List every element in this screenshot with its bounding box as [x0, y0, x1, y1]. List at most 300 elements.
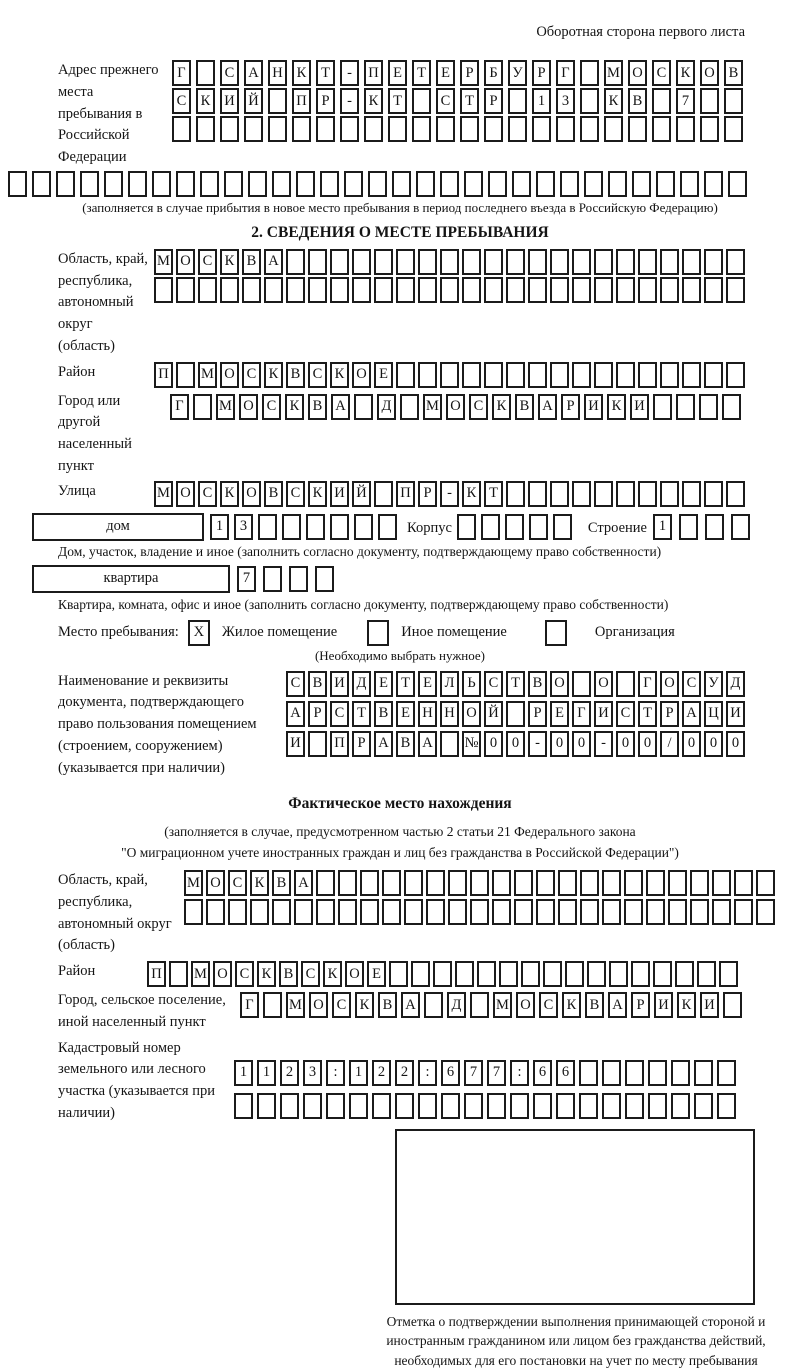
char-box [374, 277, 393, 303]
char-box: : [418, 1060, 437, 1086]
char-box: О [516, 992, 535, 1018]
char-box: Е [396, 701, 415, 727]
document-block [58, 671, 800, 780]
char-box: : [326, 1060, 345, 1086]
char-box [433, 961, 452, 987]
char-box: А [538, 394, 557, 420]
char-box [470, 992, 489, 1018]
char-box [354, 514, 373, 540]
char-box [154, 277, 173, 303]
char-box [340, 116, 359, 142]
char-box [646, 899, 665, 925]
char-box: К [264, 362, 283, 388]
char-box [572, 362, 591, 388]
char-box: 7 [676, 88, 695, 114]
char-box [411, 961, 430, 987]
char-box: С [286, 671, 305, 697]
char-box [272, 899, 291, 925]
fact-title: Фактическое место нахождения [288, 795, 512, 813]
raion-label: Район [58, 363, 96, 380]
char-box [560, 171, 579, 197]
char-box [488, 171, 507, 197]
char-box [315, 566, 334, 592]
char-box [602, 899, 621, 925]
char-box [648, 1093, 667, 1119]
fact-raion-label: Район [58, 963, 96, 980]
char-box: 0 [616, 731, 635, 757]
fact-gorod-row [240, 992, 742, 1018]
char-box: М [191, 961, 210, 987]
char-box: 1 [532, 88, 551, 114]
char-box: 2 [372, 1060, 391, 1086]
char-box [308, 731, 327, 757]
char-box [536, 870, 555, 896]
mesto-option-organizaciya-label: Организация [594, 624, 675, 640]
char-box [616, 362, 635, 388]
char-box [462, 249, 481, 275]
char-box: В [515, 394, 534, 420]
char-box: Ь [462, 671, 481, 697]
char-box: П [147, 961, 166, 987]
oblast-row-2 [154, 277, 745, 303]
char-box [700, 88, 719, 114]
char-box [625, 1093, 644, 1119]
char-box [330, 277, 349, 303]
char-box [349, 1093, 368, 1119]
char-box [648, 1060, 667, 1086]
char-box [668, 899, 687, 925]
char-box [528, 277, 547, 303]
char-box [699, 394, 718, 420]
char-box [616, 249, 635, 275]
char-box: Р [528, 701, 547, 727]
char-box: А [264, 249, 283, 275]
char-box: Р [352, 731, 371, 757]
char-box [286, 277, 305, 303]
char-box [756, 899, 775, 925]
char-box: К [355, 992, 374, 1018]
stroenie-label: Строение [587, 519, 647, 536]
char-box: С [469, 394, 488, 420]
char-box [521, 961, 540, 987]
char-box: М [493, 992, 512, 1018]
char-box: И [700, 992, 719, 1018]
korpus-label: Корпус [407, 519, 452, 536]
char-box [572, 481, 591, 507]
char-box [220, 277, 239, 303]
document-row-1 [286, 671, 745, 697]
char-box: А [244, 60, 263, 86]
char-box [653, 394, 672, 420]
char-box [484, 362, 503, 388]
char-box: О [206, 870, 225, 896]
char-box: Р [418, 481, 437, 507]
kadastr-label: Кадастровый номер земельного или лесного участка (указывается при наличии) [58, 1039, 215, 1121]
korpus-cells [457, 514, 572, 540]
char-box: Н [418, 701, 437, 727]
char-box: И [726, 701, 745, 727]
char-box [602, 870, 621, 896]
char-box [587, 961, 606, 987]
char-box: Е [388, 60, 407, 86]
char-box [404, 899, 423, 925]
char-box [506, 481, 525, 507]
char-box: В [374, 701, 393, 727]
char-box [282, 514, 301, 540]
char-box: С [652, 60, 671, 86]
char-box [426, 899, 445, 925]
char-box [724, 88, 743, 114]
char-box: 0 [572, 731, 591, 757]
char-box [632, 171, 651, 197]
char-box [506, 701, 525, 727]
char-box: У [508, 60, 527, 86]
char-box: В [308, 394, 327, 420]
char-box: С [198, 249, 217, 275]
char-box: - [340, 60, 359, 86]
char-box [609, 961, 628, 987]
char-box [579, 1093, 598, 1119]
char-box: У [704, 671, 723, 697]
char-box [395, 1093, 414, 1119]
char-box [462, 362, 481, 388]
char-box [418, 362, 437, 388]
char-box: В [378, 992, 397, 1018]
char-box: С [308, 362, 327, 388]
char-box: С [172, 88, 191, 114]
char-box [514, 870, 533, 896]
char-box: 6 [533, 1060, 552, 1086]
char-box [594, 481, 613, 507]
char-box: К [364, 88, 383, 114]
char-box [543, 961, 562, 987]
char-box: Г [170, 394, 189, 420]
char-box [330, 249, 349, 275]
char-box [726, 362, 745, 388]
char-box: И [220, 88, 239, 114]
char-box [280, 1093, 299, 1119]
char-box: С [332, 992, 351, 1018]
checkbox-organizaciya [545, 620, 567, 646]
fact-note-line2: "О миграционном учете иностранных граждан и лиц без гражданства в Российской Федерации") [121, 845, 679, 861]
char-box: С [330, 701, 349, 727]
char-box: К [220, 249, 239, 275]
char-box: 0 [484, 731, 503, 757]
char-box [536, 171, 555, 197]
char-box: Р [631, 992, 650, 1018]
char-box [550, 249, 569, 275]
kadastr-row-2 [234, 1093, 736, 1119]
char-box: Т [484, 481, 503, 507]
char-box: В [308, 671, 327, 697]
char-box: Р [660, 701, 679, 727]
fact-gorod-label: Город, сельское поселение, иной населенный пункт [58, 992, 226, 1030]
char-box: 7 [487, 1060, 506, 1086]
char-box: 6 [556, 1060, 575, 1086]
char-box [128, 171, 147, 197]
char-box [198, 277, 217, 303]
char-box: 3 [303, 1060, 322, 1086]
char-box [462, 277, 481, 303]
char-box [690, 870, 709, 896]
char-box [426, 870, 445, 896]
char-box: С [220, 60, 239, 86]
char-box: К [676, 60, 695, 86]
char-box [268, 88, 287, 114]
char-box: И [654, 992, 673, 1018]
char-box [580, 60, 599, 86]
char-box [404, 870, 423, 896]
char-box: О [462, 701, 481, 727]
char-box [8, 171, 27, 197]
char-box [228, 899, 247, 925]
document-row-2 [286, 701, 745, 727]
char-box [668, 870, 687, 896]
stamp-caption: Отметка о подтверждении выполнения принимающей стороной и иностранным гражданином или лицом без гражданства действий, необходимых для его постановки на учет по месту пребывания [386, 1313, 766, 1368]
char-box [553, 514, 572, 540]
char-box: С [616, 701, 635, 727]
char-box [660, 362, 679, 388]
char-box: Р [561, 394, 580, 420]
prev-address-row-2 [172, 88, 743, 114]
char-box [704, 277, 723, 303]
char-box: Й [352, 481, 371, 507]
char-box [477, 961, 496, 987]
char-box [556, 1093, 575, 1119]
char-box [308, 277, 327, 303]
char-box [464, 1093, 483, 1119]
char-box [529, 514, 548, 540]
prev-address-label: Адрес прежнего места пребывания в Российской Федерации [58, 62, 159, 165]
char-box [364, 116, 383, 142]
char-box: О [220, 362, 239, 388]
kvartira-widebox: квартира [32, 565, 230, 593]
prev-address-row-3 [172, 116, 743, 142]
char-box: Д [726, 671, 745, 697]
char-box [700, 116, 719, 142]
char-box [448, 899, 467, 925]
char-box [396, 362, 415, 388]
char-box: С [539, 992, 558, 1018]
char-box [382, 899, 401, 925]
char-box [558, 870, 577, 896]
char-box [392, 171, 411, 197]
char-box [734, 870, 753, 896]
char-box [717, 1093, 736, 1119]
char-box: В [528, 671, 547, 697]
char-box [671, 1093, 690, 1119]
char-box [344, 171, 363, 197]
char-box [631, 961, 650, 987]
char-box [56, 171, 75, 197]
fact-raion-block [58, 961, 800, 987]
char-box [532, 116, 551, 142]
char-box [646, 870, 665, 896]
char-box [484, 249, 503, 275]
char-box [389, 961, 408, 987]
char-box: Т [412, 60, 431, 86]
char-box [354, 394, 373, 420]
char-box: П [330, 731, 349, 757]
char-box: 1 [257, 1060, 276, 1086]
char-box [388, 116, 407, 142]
char-box [176, 277, 195, 303]
char-box: 2 [395, 1060, 414, 1086]
char-box: А [418, 731, 437, 757]
char-box: - [528, 731, 547, 757]
fact-gorod-block [58, 990, 800, 1034]
char-box: В [628, 88, 647, 114]
char-box: Т [460, 88, 479, 114]
char-box: 0 [682, 731, 701, 757]
mesto-block [58, 620, 800, 646]
char-box [176, 171, 195, 197]
char-box: И [594, 701, 613, 727]
char-box [572, 277, 591, 303]
char-box [244, 116, 263, 142]
char-box [263, 992, 282, 1018]
char-box [481, 514, 500, 540]
char-box [352, 277, 371, 303]
char-box: Г [556, 60, 575, 86]
char-box: О [446, 394, 465, 420]
char-box [652, 116, 671, 142]
char-box [234, 1093, 253, 1119]
char-box [296, 171, 315, 197]
char-box: 1 [234, 1060, 253, 1086]
char-box: 1 [653, 514, 672, 540]
char-box [712, 870, 731, 896]
kadastr-row-1 [234, 1060, 736, 1086]
document-row-3 [286, 731, 745, 757]
fact-raion-row [147, 961, 738, 987]
char-box [584, 171, 603, 197]
fact-note-line1: (заполняется в случае, предусмотренном частью 2 статьи 21 Федерального закона [164, 824, 636, 840]
dom-cells [210, 514, 397, 540]
char-box [624, 870, 643, 896]
prev-address-section [58, 60, 800, 169]
char-box [680, 171, 699, 197]
char-box: О [176, 249, 195, 275]
char-box [470, 870, 489, 896]
char-box [697, 961, 716, 987]
oblast-block [58, 249, 800, 358]
char-box: К [292, 60, 311, 86]
char-box [152, 171, 171, 197]
char-box [326, 1093, 345, 1119]
char-box [660, 277, 679, 303]
char-box: С [242, 362, 261, 388]
char-box [660, 249, 679, 275]
char-box: С [484, 671, 503, 697]
char-box [206, 899, 225, 925]
gorod-label: Город или другой населенный пункт [58, 392, 132, 474]
page-side-note: Оборотная сторона первого листа [536, 24, 745, 40]
char-box [638, 362, 657, 388]
char-box [580, 88, 599, 114]
char-box [712, 899, 731, 925]
char-box [638, 277, 657, 303]
char-box: К [492, 394, 511, 420]
char-box [196, 116, 215, 142]
char-box [731, 514, 750, 540]
char-box [679, 514, 698, 540]
char-box [756, 870, 775, 896]
char-box [80, 171, 99, 197]
char-box: Р [460, 60, 479, 86]
stamp-area-box [395, 1129, 755, 1305]
char-box [682, 481, 701, 507]
char-box: 1 [349, 1060, 368, 1086]
section2-title: 2. СВЕДЕНИЯ О МЕСТЕ ПРЕБЫВАНИЯ [251, 223, 549, 241]
char-box [728, 171, 747, 197]
char-box [682, 277, 701, 303]
char-box [448, 870, 467, 896]
char-box [572, 249, 591, 275]
char-box: К [323, 961, 342, 987]
raion-row [154, 362, 745, 388]
char-box: О [345, 961, 364, 987]
char-box [286, 249, 305, 275]
char-box: Д [377, 394, 396, 420]
char-box: Д [447, 992, 466, 1018]
char-box [455, 961, 474, 987]
char-box: В [242, 249, 261, 275]
char-box [412, 88, 431, 114]
char-box [508, 116, 527, 142]
char-box: - [340, 88, 359, 114]
char-box: С [262, 394, 281, 420]
mesto-label: Место пребывания: [58, 624, 179, 640]
char-box [565, 961, 584, 987]
char-box [704, 249, 723, 275]
char-box: К [462, 481, 481, 507]
char-box: К [196, 88, 215, 114]
char-box [484, 277, 503, 303]
char-box [436, 116, 455, 142]
char-box [505, 514, 524, 540]
prev-address-row-4 [8, 171, 800, 197]
char-box [594, 362, 613, 388]
char-box [682, 249, 701, 275]
char-box [242, 277, 261, 303]
char-box [676, 116, 695, 142]
form-page [0, 24, 800, 1368]
char-box: Р [532, 60, 551, 86]
char-box [396, 277, 415, 303]
char-box: Г [172, 60, 191, 86]
char-box: О [628, 60, 647, 86]
char-box [360, 870, 379, 896]
char-box [508, 88, 527, 114]
char-box [694, 1060, 713, 1086]
oblast-rows [154, 249, 745, 303]
oblast-row-1 [154, 249, 745, 275]
char-box [536, 899, 555, 925]
char-box [396, 249, 415, 275]
char-box [492, 870, 511, 896]
char-box: Т [506, 671, 525, 697]
char-box: О [700, 60, 719, 86]
char-box [624, 899, 643, 925]
char-box: Т [638, 701, 657, 727]
char-box: В [585, 992, 604, 1018]
char-box: 0 [638, 731, 657, 757]
char-box: № [462, 731, 481, 757]
document-label: Наименование и реквизиты документа, подтверждающего право пользования помещением (строением, сооружением) (указывается при наличии) [58, 672, 257, 776]
char-box [514, 899, 533, 925]
kvartira-block [32, 565, 800, 593]
